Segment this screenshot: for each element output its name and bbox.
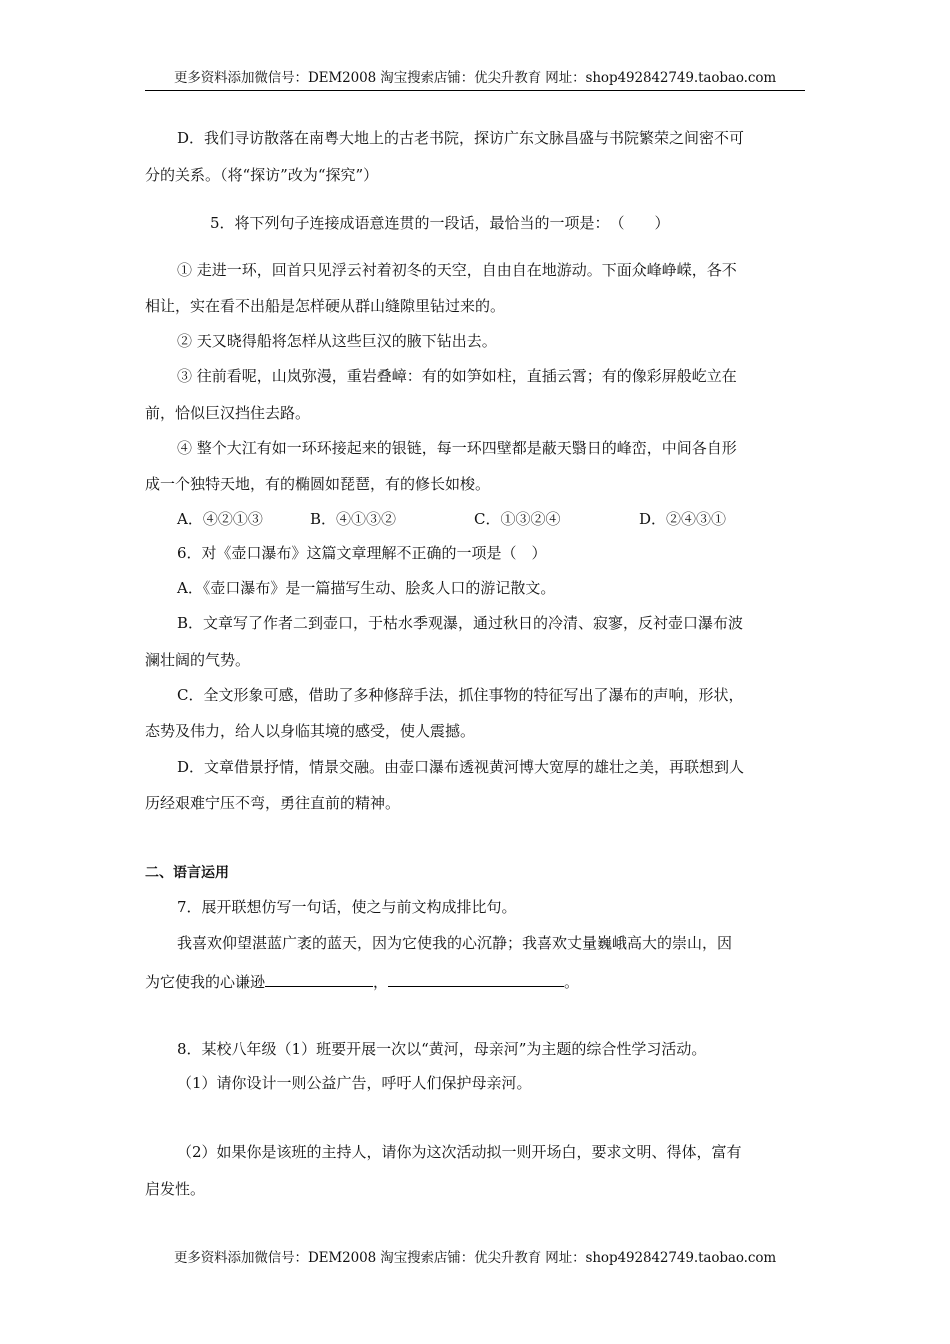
q5-stem: 5．将下列句子连接成语意连贯的一段话，最恰当的一项是： （ ） <box>210 214 670 232</box>
q6-stem: 6．对《壶口瀑布》这篇文章理解不正确的一项是（ ） <box>177 544 547 562</box>
q7-line2-end: 。 <box>564 973 580 991</box>
q5-sentence3-line1: ③ 往前看呢，山岚弥漫，重岩叠嶂：有的如笋如柱，直插云霄；有的像彩屏般屹立在 <box>177 367 737 385</box>
q5-sentence4-line2: 成一个独特天地，有的椭圆如琵琶，有的修长如梭。 <box>145 475 491 493</box>
q4-option-d-line2: 分的关系。（将“探访”改为“探究”） <box>145 166 379 184</box>
q6-option-a: A．《壶口瀑布》是一篇描写生动、脍炙人口的游记散文。 <box>177 579 556 597</box>
q6-option-c-line2: 态势及伟力，给人以身临其境的感受，使人震撼。 <box>145 722 476 740</box>
q6-option-d-line2: 历经艰难宁压不弯，勇往直前的精神。 <box>145 794 401 812</box>
q8-stem: 8．某校八年级（1）班要开展一次以“黄河，母亲河”为主题的综合性学习活动。 <box>177 1040 707 1058</box>
q7-answer-blank-2[interactable] <box>388 970 564 987</box>
q5-sentence2: ② 天又晓得船将怎样从这些巨汉的腋下钻出去。 <box>177 332 497 350</box>
page-footer: 更多资料添加微信号：DEM2008 淘宝搜索店铺：优尖升教育 网址：shop492842749.taobao.com <box>173 1250 777 1266</box>
q7-stem: 7．展开联想仿写一句话，使之与前文构成排比句。 <box>177 898 517 916</box>
q5-sentence1-line1: ① 走进一环，回首只见浮云衬着初冬的天空，自由自在地游动。下面众峰峥嵘，各不 <box>177 261 737 279</box>
q7-line2-prefix: 为它使我的心谦逊 <box>145 973 266 991</box>
q6-option-b-line2: 澜壮阔的气势。 <box>145 651 251 669</box>
q8-part2-line1: （2）如果你是该班的主持人，请你为这次活动拟一则开场白，要求文明、得体，富有 <box>177 1143 742 1161</box>
q6-option-d-line1: D．文章借景抒情，情景交融。由壶口瀑布透视黄河博大宽厚的雄壮之美，再联想到人 <box>177 758 745 776</box>
q6-option-c-line1: C．全文形象可感，借助了多种修辞手法，抓住事物的特征写出了瀑布的声响，形状， <box>177 686 744 704</box>
q5-sentence3-line2: 前，恰似巨汉挡住去路。 <box>145 404 311 422</box>
q5-option-b: B．④①③② <box>310 510 397 528</box>
q7-line2-separator: ， <box>373 973 389 991</box>
q7-line2 <box>145 970 579 992</box>
q5-sentence1-line2: 相让，实在看不出船是怎样硬从群山缝隙里钻过来的。 <box>145 297 506 315</box>
q5-option-a: A．④②①③ <box>177 510 263 528</box>
q4-option-d-line1: D．我们寻访散落在南粤大地上的古老书院，探访广东文脉昌盛与书院繁荣之间密不可 <box>177 129 745 147</box>
q5-sentence4-line1: ④ 整个大江有如一环环接起来的银链，每一环四壁都是蔽天翳日的峰峦，中间各自形 <box>177 439 737 457</box>
q5-option-c: C．①③②④ <box>474 510 561 528</box>
q5-option-d: D．②④③① <box>639 510 727 528</box>
q7-answer-blank-1[interactable] <box>265 970 373 987</box>
q8-part1: （1）请你设计一则公益广告，呼吁人们保护母亲河。 <box>177 1074 532 1092</box>
q7-line1: 我喜欢仰望湛蓝广袤的蓝天，因为它使我的心沉静；我喜欢丈量巍峨高大的崇山，因 <box>177 934 733 952</box>
q6-option-b-line1: B．文章写了作者二到壶口，于枯水季观瀑，通过秋日的冷清、寂寥，反衬壶口瀑布波 <box>177 614 744 632</box>
q8-part2-line2: 启发性。 <box>145 1180 206 1198</box>
section-title-language-use: 二、语言运用 <box>145 865 229 881</box>
page-header: 更多资料添加微信号：DEM2008 淘宝搜索店铺：优尖升教育 网址：shop492842749.taobao.com <box>145 66 805 91</box>
